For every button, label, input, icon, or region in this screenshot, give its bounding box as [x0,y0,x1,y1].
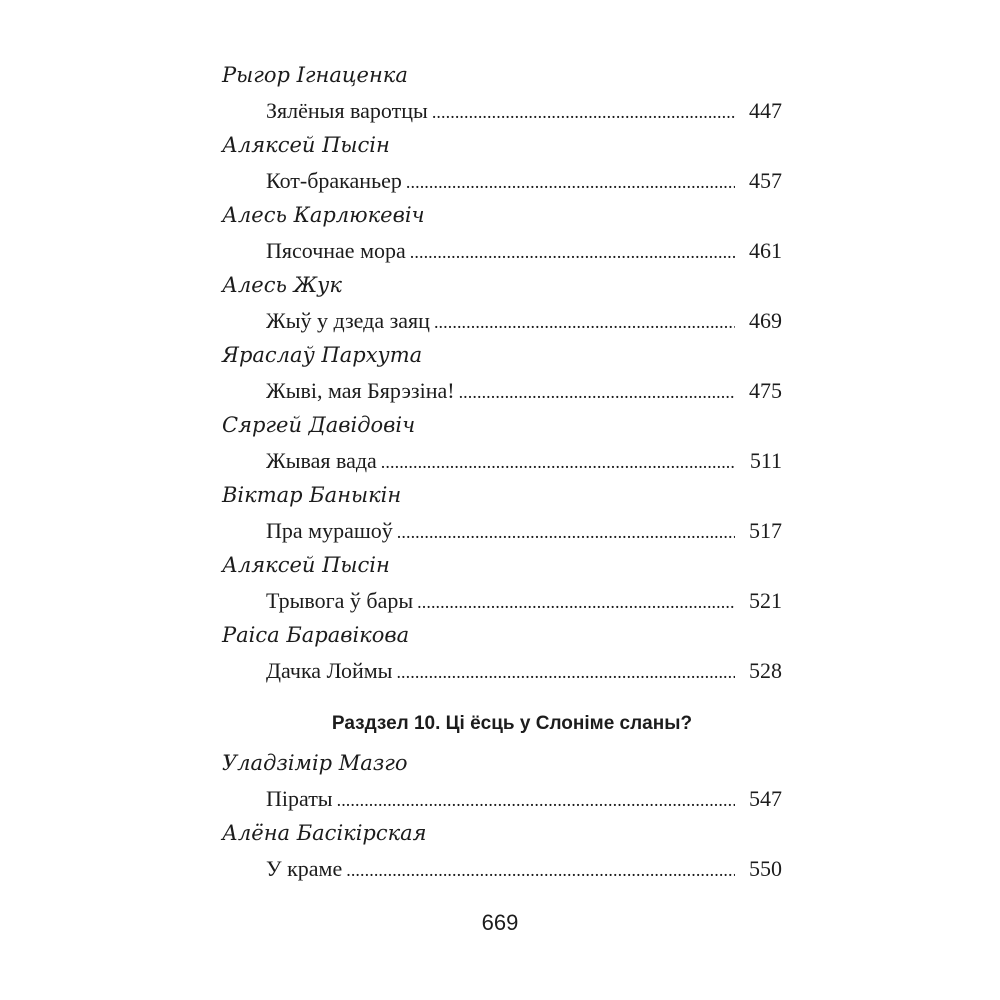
toc-entry [222,443,782,478]
toc-entry-title: Жывая вада [266,448,377,473]
dot-leader [337,783,735,818]
toc-entry [222,93,782,128]
toc-author: Алёна Басікірская [222,821,427,845]
table-of-contents [222,58,782,886]
toc-entry-page: 511 [749,448,782,473]
toc-entry [222,583,782,618]
dot-leader [434,305,735,340]
toc-group-after [222,746,782,886]
dot-leader [410,235,735,270]
dot-leader [396,655,735,690]
toc-author: Яраслаў Пархута [222,343,423,367]
dot-leader [346,853,735,888]
toc-entry-page: 475 [749,378,782,403]
toc-entry [222,303,782,338]
toc-entry-page: 547 [749,786,782,811]
toc-entry-page: 528 [749,658,782,683]
toc-entry-page: 469 [749,308,782,333]
toc-entry-page: 550 [749,856,782,881]
dot-leader [459,375,735,410]
dot-leader [406,165,735,200]
toc-entry [222,851,782,886]
toc-author: Рыгор Ігнаценка [222,63,408,87]
toc-entry-page: 461 [749,238,782,263]
toc-entry-title: Жыві, мая Бярэзіна! [266,378,455,403]
toc-author: Раіса Баравікова [222,623,410,647]
toc-author: Віктар Баныкін [222,483,402,507]
toc-entry-title: Пясочнае мора [266,238,406,263]
toc-author: Уладзімір Мазго [222,751,408,775]
toc-entry [222,781,782,816]
toc-entry-title: Піраты [266,786,333,811]
toc-author: Аляксей Пысін [222,133,390,157]
dot-leader [432,95,735,130]
toc-author: Алесь Жук [222,273,342,297]
toc-author: Аляксей Пысін [222,553,390,577]
toc-entry [222,373,782,408]
toc-entry [222,163,782,198]
toc-entry-page: 447 [749,98,782,123]
toc-group-before [222,58,782,688]
page-number: 669 [481,910,519,935]
toc-entry-title: Кот-браканьер [266,168,402,193]
toc-entry [222,653,782,688]
toc-entry-page: 521 [749,588,782,613]
toc-entry-title: Пра мурашоў [266,518,393,543]
section-heading: Раздзел 10. Ці ёсць у Слоніме сланы? [331,713,693,734]
toc-entry [222,233,782,268]
toc-entry-title: У краме [266,856,343,881]
toc-author: Алесь Карлюкевіч [222,203,425,227]
dot-leader [417,585,735,620]
toc-entry [222,513,782,548]
toc-entry-title: Дачка Лоймы [266,658,393,683]
toc-entry-page: 517 [749,518,782,543]
toc-entry-title: Жыў у дзеда заяц [266,308,430,333]
toc-entry-page: 457 [749,168,782,193]
toc-entry-title: Трывога ў бары [266,588,414,613]
dot-leader [381,445,736,480]
toc-entry-title: Зялёныя варотцы [266,98,428,123]
toc-author: Сяргей Давідовіч [222,413,416,437]
dot-leader [397,515,735,550]
